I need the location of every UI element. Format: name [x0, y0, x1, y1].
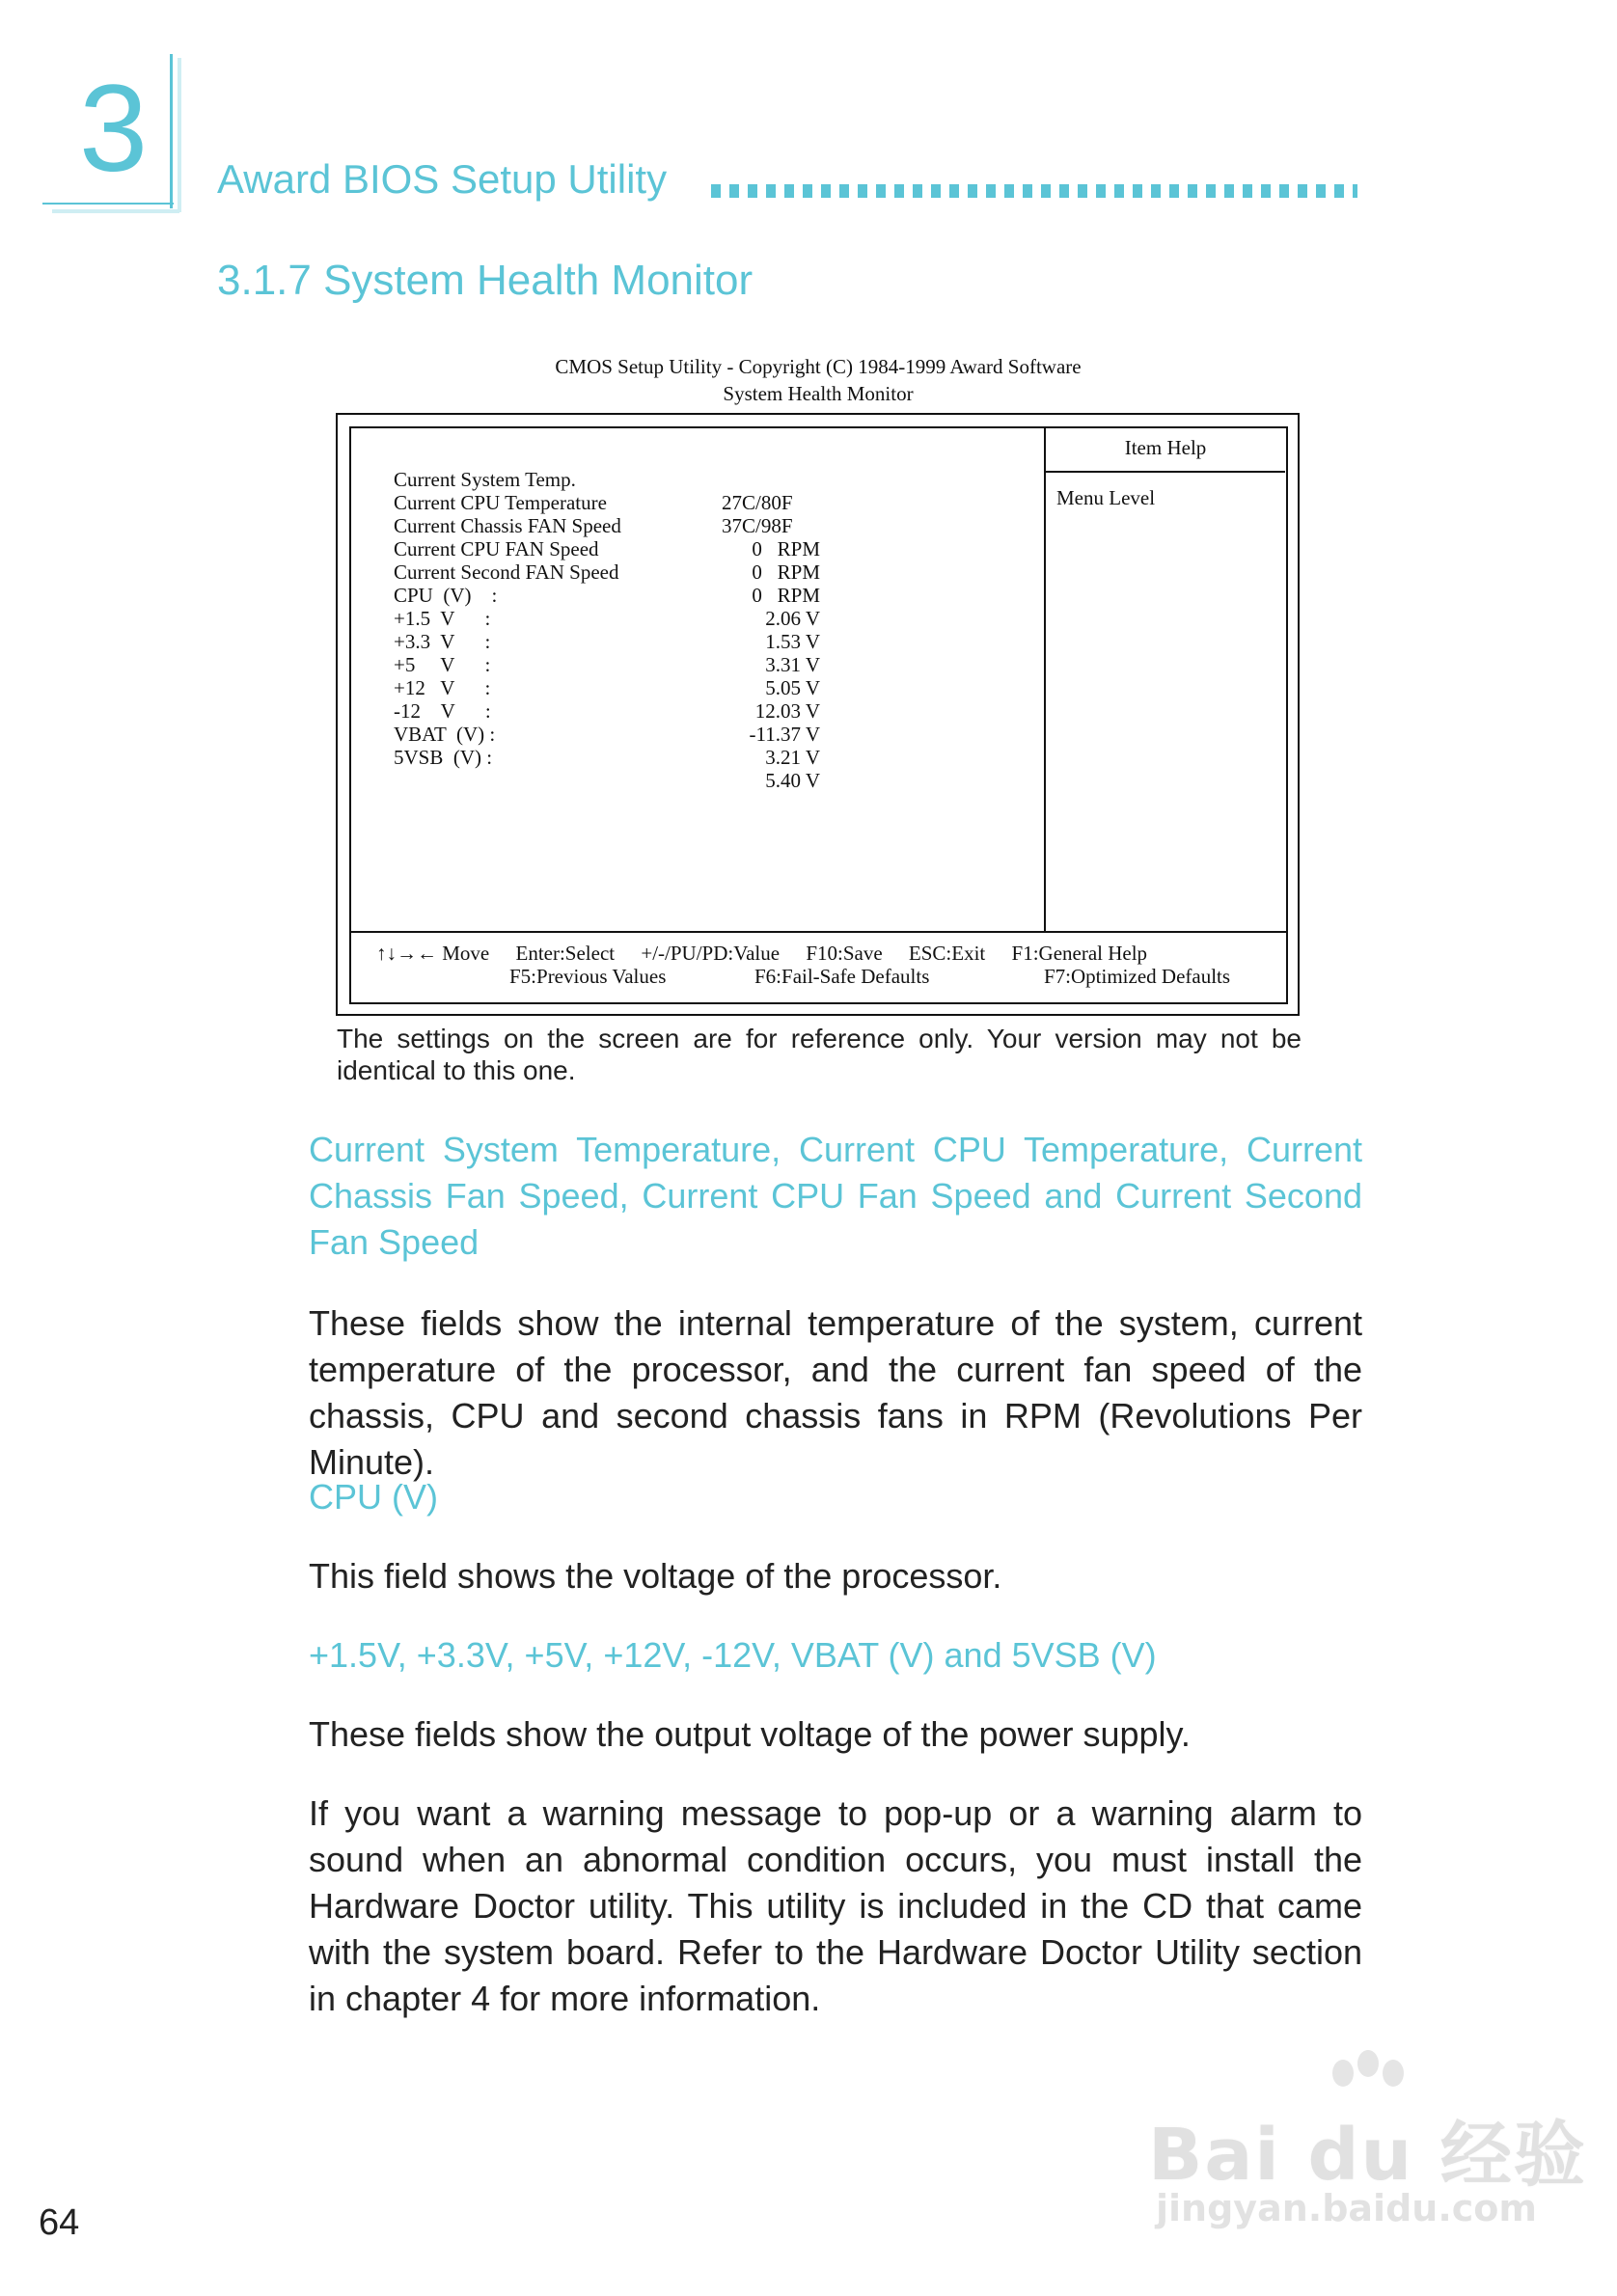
bios-header-copyright: CMOS Setup Utility - Copyright (C) 1984-1999 Award Software	[555, 355, 1082, 378]
paragraph-power-voltages: These fields show the output voltage of the power supply.	[309, 1714, 1191, 1754]
bios-row-label: +3.3 V :	[394, 630, 491, 653]
bios-panel-divider	[1044, 426, 1046, 931]
bios-row-value: 27C/80F	[722, 491, 793, 514]
item-help-divider	[1046, 471, 1285, 473]
bios-footer-divider	[349, 931, 1288, 933]
subsection-heading-power-voltages: +1.5V, +3.3V, +5V, +12V, -12V, VBAT (V) and 5VSB (V)	[309, 1635, 1157, 1675]
chapter-title: Award BIOS Setup Utility	[217, 156, 668, 202]
paragraph-hardware-doctor: If you want a warning message to pop-up or a warning alarm to sound when an abnormal condition occurs, you must install the Hardware Doctor utility. This utility is included in the CD that came with the system board. Refer to the Hardware Doctor Utility section in chapter 4 for more information.	[309, 1793, 1362, 2018]
bios-row-value: 37C/98F	[722, 514, 793, 537]
chapter-mark-shadow	[178, 58, 181, 212]
key-help: F1:General Help	[1011, 942, 1148, 965]
bios-row-label: CPU (V) :	[394, 584, 498, 607]
paragraph-temperatures: These fields show the internal temperature of the system, current temperature of the processor, and the current fan speed of the chassis, CPU and second chassis fans in RPM (Revolutions Per Minute).	[309, 1303, 1362, 1482]
dotted-rule	[711, 184, 1357, 198]
bios-row-label: VBAT (V) :	[394, 723, 496, 746]
bios-row-label: -12 V :	[394, 699, 491, 723]
watermark-brand: Bai du 经验	[1148, 2114, 1587, 2197]
key-move: ↑↓→← Move	[376, 942, 490, 965]
bios-row-label: Current CPU Temperature	[394, 491, 607, 514]
key-save: F10:Save	[806, 942, 883, 965]
key-exit: ESC:Exit	[908, 942, 986, 965]
page-number: 64	[39, 2202, 80, 2243]
subsection-heading-cpu-voltage: CPU (V)	[309, 1477, 438, 1517]
bios-row-value: 3.31 V	[765, 653, 820, 676]
bios-row-value: 1.53 V	[765, 630, 820, 653]
bios-header-screen-name: System Health Monitor	[723, 382, 914, 405]
bios-row-value: 12.03 V	[754, 699, 820, 723]
menu-level: Menu Level	[1056, 486, 1156, 509]
bios-row-label: Current Chassis FAN Speed	[394, 514, 621, 537]
key-previous-values: F5:Previous Values	[509, 965, 667, 988]
bios-row-value: 2.06 V	[765, 607, 820, 630]
chapter-mark-underline-shadow	[52, 209, 179, 213]
bios-header	[336, 353, 1301, 407]
bios-row-value: 5.40 V	[765, 769, 820, 792]
item-help-title: Item Help	[1124, 436, 1207, 459]
key-failsafe-defaults: F6:Fail-Safe Defaults	[754, 965, 930, 988]
paragraph-cpu-voltage: This field shows the voltage of the processor.	[309, 1556, 1002, 1596]
chapter-number: 3	[79, 60, 149, 198]
key-enter: Enter:Select	[515, 942, 616, 965]
bios-row-value: 0 RPM	[752, 560, 820, 584]
bios-row-label: 5VSB (V) :	[394, 746, 493, 769]
bios-row-value: -11.37 V	[749, 723, 820, 746]
chapter-mark-bar	[170, 54, 173, 208]
key-value: +/-/PU/PD:Value	[641, 942, 781, 965]
bios-row-value: 0 RPM	[752, 584, 820, 607]
baidu-watermark	[1148, 2050, 1587, 2243]
bios-row-value: 3.21 V	[765, 746, 820, 769]
bios-row-label: +12 V :	[394, 676, 491, 699]
subsection-heading-temperatures: Current System Temperature, Current CPU Temperature, Current Chassis Fan Speed, Current CPU Fan Speed and Current Second Fan Speed	[309, 1130, 1362, 1262]
chapter-mark-underline	[42, 203, 174, 205]
key-optimized-defaults: F7:Optimized Defaults	[1044, 965, 1231, 988]
bios-row-label: Current System Temp.	[394, 468, 576, 491]
section-title: 3.1.7 System Health Monitor	[217, 257, 754, 304]
bios-row-value: 0 RPM	[752, 537, 820, 560]
bios-row-label: +5 V :	[394, 653, 491, 676]
bios-row-label: Current CPU FAN Speed	[394, 537, 599, 560]
bios-key-legend-row1	[376, 942, 1147, 966]
bios-row-value: 5.05 V	[765, 676, 820, 699]
bios-row-label: +1.5 V :	[394, 607, 491, 630]
figure-caption: The settings on the screen are for reference only. Your version may not be identical to this one.	[337, 1024, 1302, 1085]
bios-row-label: Current Second FAN Speed	[394, 560, 619, 584]
watermark-url: jingyan.baidu.com	[1156, 2187, 1537, 2229]
